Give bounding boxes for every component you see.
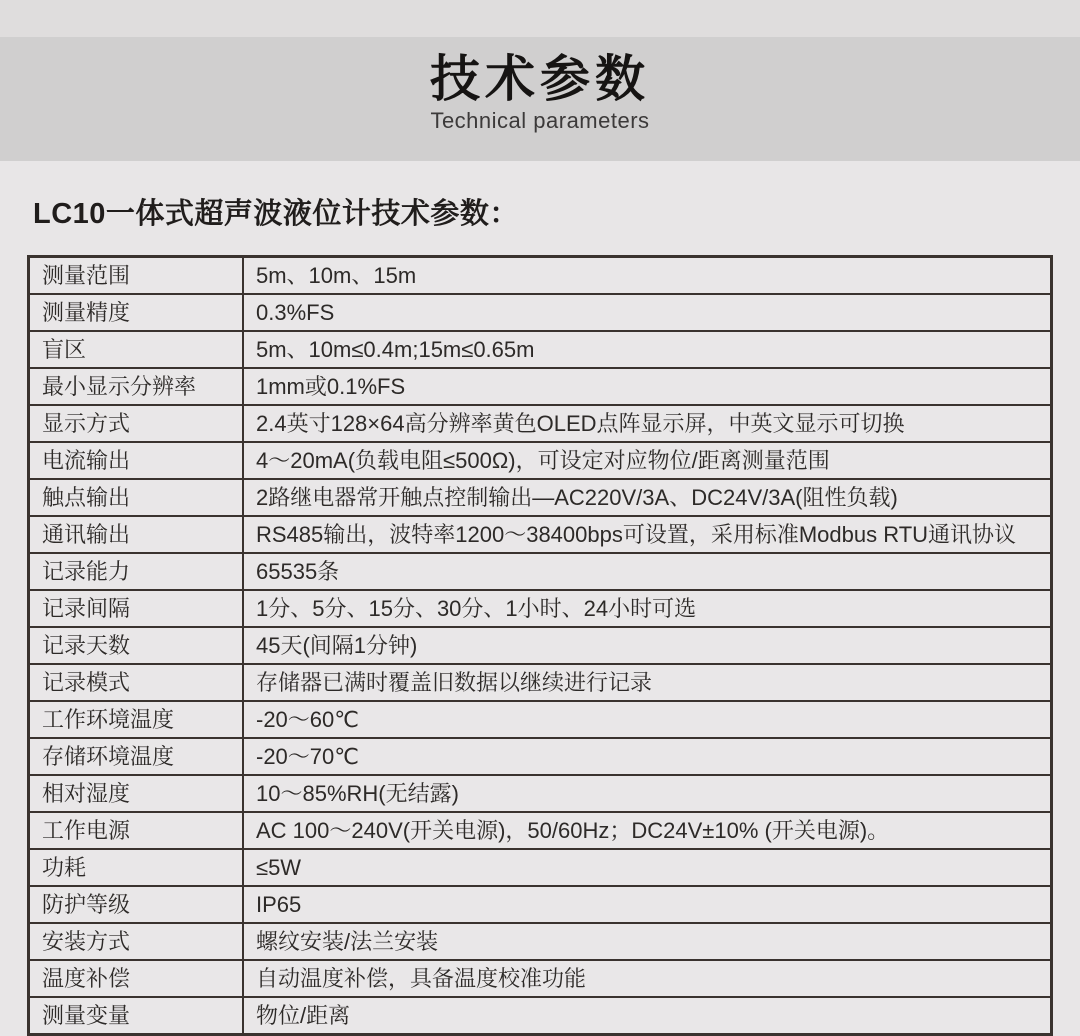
spec-label: 通讯输出	[29, 516, 244, 553]
spec-label: 记录能力	[29, 553, 244, 590]
spec-label: 工作环境温度	[29, 701, 244, 738]
spec-value: 0.3%FS	[243, 294, 1052, 331]
section-heading: LC10一体式超声波液位计技术参数：	[33, 198, 519, 230]
spec-row	[29, 923, 1052, 960]
spec-row	[29, 701, 1052, 738]
spec-row	[29, 886, 1052, 923]
spec-row	[29, 664, 1052, 701]
spec-label: 测量精度	[29, 294, 244, 331]
spec-row	[29, 479, 1052, 516]
spec-row	[29, 812, 1052, 849]
spec-value: 物位/距离	[243, 997, 1052, 1035]
spec-value: 4～20mA(负载电阻≤500Ω)，可设定对应物位/距离测量范围	[243, 442, 1052, 479]
spec-value: 2.4英寸128×64高分辨率黄色OLED点阵显示屏，中英文显示可切换	[243, 405, 1052, 442]
spec-row	[29, 553, 1052, 590]
spec-label: 记录间隔	[29, 590, 244, 627]
spec-label: 温度补偿	[29, 960, 244, 997]
spec-value: IP65	[243, 886, 1052, 923]
spec-row	[29, 590, 1052, 627]
spec-value: 1分、5分、15分、30分、1小时、24小时可选	[243, 590, 1052, 627]
content-area	[0, 197, 1080, 1036]
page-subtitle: Technical parameters	[430, 108, 650, 133]
spec-label: 相对湿度	[29, 775, 244, 812]
spec-label: 防护等级	[29, 886, 244, 923]
spec-value: -20～60℃	[243, 701, 1052, 738]
spec-label: 测量范围	[29, 257, 244, 295]
spec-row	[29, 627, 1052, 664]
spec-value: 自动温度补偿，具备温度校准功能	[243, 960, 1052, 997]
spec-row	[29, 997, 1052, 1035]
spec-value: 10～85%RH(无结露)	[243, 775, 1052, 812]
top-strip	[0, 0, 1080, 37]
spec-label: 存储环境温度	[29, 738, 244, 775]
spec-row	[29, 738, 1052, 775]
spec-value: 存储器已满时覆盖旧数据以继续进行记录	[243, 664, 1052, 701]
spec-value: 65535条	[243, 553, 1052, 590]
spec-row	[29, 368, 1052, 405]
spec-row	[29, 331, 1052, 368]
spec-label: 测量变量	[29, 997, 244, 1035]
spec-value: 2路继电器常开触点控制输出—AC220V/3A、DC24V/3A(阻性负载)	[243, 479, 1052, 516]
spec-table-body	[29, 257, 1052, 1035]
spec-value: 5m、10m、15m	[243, 257, 1052, 295]
spec-row	[29, 960, 1052, 997]
spec-label: 记录天数	[29, 627, 244, 664]
spec-label: 盲区	[29, 331, 244, 368]
spec-value: 5m、10m≤0.4m;15m≤0.65m	[243, 331, 1052, 368]
spec-row	[29, 849, 1052, 886]
spec-value: -20～70℃	[243, 738, 1052, 775]
spec-value: 螺纹安装/法兰安装	[243, 923, 1052, 960]
spec-row	[29, 257, 1052, 295]
spec-row	[29, 294, 1052, 331]
spec-label: 显示方式	[29, 405, 244, 442]
spec-value: 45天(间隔1分钟)	[243, 627, 1052, 664]
spec-label: 功耗	[29, 849, 244, 886]
spec-label: 电流输出	[29, 442, 244, 479]
spec-value: RS485输出，波特率1200～38400bps可设置，采用标准Modbus RTU通讯协议	[243, 516, 1052, 553]
spec-label: 安装方式	[29, 923, 244, 960]
header-band	[0, 37, 1080, 161]
spec-value: AC 100～240V(开关电源)，50/60Hz；DC24V±10% (开关电源)。	[243, 812, 1052, 849]
spec-label: 工作电源	[29, 812, 244, 849]
spec-row	[29, 442, 1052, 479]
spec-row	[29, 516, 1052, 553]
spec-label: 记录模式	[29, 664, 244, 701]
spec-row	[29, 405, 1052, 442]
spec-value: 1mm或0.1%FS	[243, 368, 1052, 405]
spec-label: 触点输出	[29, 479, 244, 516]
page-title: 技术参数	[430, 51, 650, 107]
spec-row	[29, 775, 1052, 812]
spec-table	[27, 255, 1053, 1036]
spec-label: 最小显示分辨率	[29, 368, 244, 405]
spec-value: ≤5W	[243, 849, 1052, 886]
